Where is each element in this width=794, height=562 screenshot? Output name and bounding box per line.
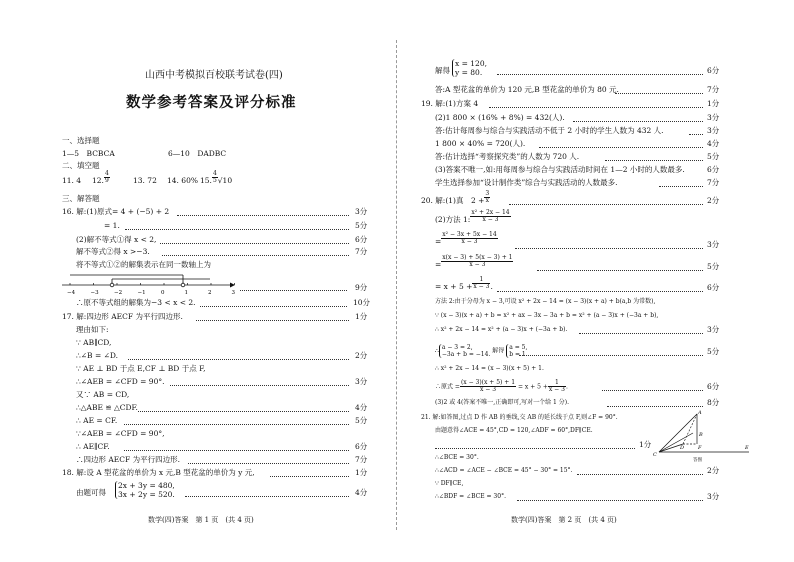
- line-cb: [659, 433, 693, 452]
- number-line-tick-label: −1: [137, 290, 146, 296]
- score-mark: 5分: [355, 221, 368, 230]
- dot-leader: [615, 93, 703, 94]
- fill-answer-12: 12. $\frac{4}{9}$: [92, 169, 109, 185]
- q20-step-2: = $\frac{\text{x² − 3x + 5x − 14}}{x - 3}$: [435, 230, 497, 246]
- number-line-tick-label: −4: [67, 290, 76, 296]
- q21-step-2: 由题意得∠ACE = 45°,CD = 120,∠ADF = 60°,DF∥CE.: [435, 427, 593, 434]
- q19-step-2: (2)1 800 × (16% + 8%) = 432(人).: [435, 113, 565, 122]
- q17-step-5: ∵ AE ⊥ BD 于点 E,CF ⊥ BD 于点 F,: [76, 364, 206, 373]
- score-mark: 7分: [707, 85, 720, 94]
- dot-leader: [124, 450, 349, 451]
- line-ca: [659, 414, 697, 452]
- q20-step-6: ∴ x² + 2x − 14 = x² + (a − 3)x + (−3a + b).: [435, 326, 568, 333]
- dot-leader: [497, 74, 703, 75]
- q19-step-1: 19. 解:(1)方案 4: [421, 99, 479, 108]
- dot-leader: [607, 406, 703, 407]
- q17-step-2: 理由如下:: [76, 325, 109, 334]
- answer-page-2: [397, 0, 794, 562]
- score-mark: 3分: [355, 377, 368, 386]
- dot-leader: [188, 463, 349, 464]
- line-da: [683, 414, 697, 444]
- geometry-answer-figure: [653, 408, 753, 464]
- q19-step-6: (3)答案不唯一,如:用每周参与综合与实践活动时间在 1—2 小时的人数最多.: [435, 165, 685, 174]
- q20-step-5: ∵ (x − 3)(x + a) + b = x² + ax − 3x − 3a + b = x² + (a − 3)x + (−3a + b),: [435, 312, 659, 319]
- dot-leader: [517, 500, 703, 501]
- q17-conclusion: ∴四边形 AECF 为平行四边形.: [76, 455, 180, 464]
- page-title: 数学参考答案及评分标准: [126, 95, 297, 111]
- q20-step-3: = $\frac{x(x - 3) + 5(x - 3) + 1}{x - 3}$: [435, 253, 513, 269]
- dot-leader: [497, 291, 703, 292]
- score-mark: 3分: [707, 240, 720, 249]
- score-mark: 6分: [707, 283, 720, 292]
- dot-leader: [515, 248, 703, 249]
- q21-step-3: ∴∠BCE = 30°.: [435, 454, 479, 461]
- score-mark: 3分: [707, 492, 720, 501]
- dot-leader: [200, 306, 347, 307]
- dot-leader: [489, 107, 703, 108]
- dot-leader: [270, 476, 349, 477]
- q20-coeff-system: ∴ a − 3 = 2, −3a + b = −14. 解得 a = 5, b = 1.: [435, 344, 528, 359]
- score-mark: 2分: [707, 466, 720, 475]
- exam-title: 山西中考模拟百校联考试卷(四): [145, 70, 283, 81]
- fill-answer-13: 13. 72: [133, 176, 157, 185]
- score-mark: 1分: [707, 99, 720, 108]
- dot-leader: [519, 355, 703, 356]
- score-mark: 7分: [707, 178, 720, 187]
- dot-leader: [185, 496, 349, 497]
- dot-leader: [196, 320, 349, 321]
- page-footer: 数学(四)答案 第 1 页 (共 4 页): [148, 516, 254, 524]
- q20-step-7: ∴ x² + 2x − 14 = (x − 3)(x + 5) + 1.: [435, 365, 544, 372]
- dot-leader: [240, 290, 347, 291]
- q16-conclusion: ∴原不等式组的解集为−3 < x < 2.: [76, 298, 196, 307]
- section-heading-fill: 二、填空题: [62, 161, 100, 170]
- dot-leader: [124, 424, 349, 425]
- section-heading-choice: 一、选择题: [62, 136, 100, 145]
- q17-step-1: 17. 解:四边形 AECF 为平行四边形.: [62, 312, 183, 321]
- number-line-tick-label: 0: [161, 290, 165, 296]
- dot-leader: [579, 333, 703, 334]
- score-mark: 4分: [707, 139, 720, 148]
- q21-step-4: ∴∠ACD = ∠ACE − ∠BCE = 45° − 30° = 15°.: [435, 467, 573, 474]
- score-mark: 1分: [639, 440, 652, 449]
- dot-leader: [539, 147, 703, 148]
- score-mark: 5分: [707, 152, 720, 161]
- q20-step-4: = x + 5 + $\frac{1}{x - 3}$ .: [435, 275, 493, 291]
- open-circle-right: [181, 283, 185, 287]
- score-mark: 4分: [355, 403, 368, 412]
- q19-step-4: 1 800 × 40% = 720(人).: [435, 139, 526, 148]
- point-label-d: D: [680, 445, 685, 451]
- q21-step-1: 21. 解:如答图,过点 D 作 AB 的垂线,交 AB 的延长线于点 F,则∠F = 90°.: [421, 414, 618, 421]
- q17-step-7: 又∵ AB = CD,: [76, 390, 130, 399]
- q17-step-8: ∴△ABE ≌ △CDF.: [76, 403, 138, 412]
- open-circle-left: [110, 283, 114, 287]
- q21-step-6: ∴∠BDF = ∠BCE = 30°.: [435, 493, 506, 500]
- score-mark: 6分: [707, 165, 720, 174]
- page-footer: 数学(四)答案 第 2 页 (共 4 页): [511, 516, 617, 524]
- score-mark: 1分: [355, 312, 368, 321]
- q18-step-1: 18. 解:设 A 型花盆的单价为 x 元,B 型花盆的单价为 y 元,: [62, 468, 255, 477]
- score-mark: 3分: [707, 113, 720, 122]
- q21-step-5: ∵ DF∥CE,: [435, 480, 464, 487]
- q20-step-1: 20. 解:(1)真 2 + $\frac{3}{x}$: [421, 189, 490, 205]
- q16-step-4: 解不等式②得 x >−3.: [76, 247, 150, 256]
- dot-leader: [170, 385, 349, 386]
- score-mark: 3分: [707, 126, 720, 135]
- mc-answers-1: 1—5 BCBCA: [62, 149, 115, 158]
- dot-leader: [162, 255, 349, 256]
- score-mark: 5分: [355, 416, 368, 425]
- q16-step-3: (2)解不等式①得 x < 2,: [76, 235, 157, 244]
- mc-answers-2: 6—10 DADBC: [168, 149, 227, 158]
- score-mark: 7分: [355, 247, 368, 256]
- q20-part-3: (3)2 或 4(答案不唯一,正确即可,写对一个给 1 分).: [435, 399, 569, 406]
- score-mark: 3分: [707, 325, 720, 334]
- number-line-tick-label: 3: [231, 290, 235, 296]
- q17-step-3: ∵ AB∥CD,: [76, 338, 112, 347]
- q18-equation-system: 2x + 3y = 480, 3x + 2y = 520.: [115, 481, 175, 499]
- dot-leader: [605, 160, 703, 161]
- q17-step-6: ∴∠AEB = ∠CFD = 90°.: [76, 377, 165, 386]
- q17-step-4: ∴∠B = ∠D.: [76, 351, 119, 360]
- score-mark: 5分: [707, 262, 720, 271]
- dot-leader: [537, 270, 703, 271]
- q19-step-7: 学生选择参加“设计制作类”综合与实践活动的人数最多.: [435, 178, 618, 187]
- q17-step-11: ∴ AE∥CF.: [76, 442, 110, 451]
- q18-equation-label: 由题可得: [76, 488, 106, 497]
- dot-leader: [177, 215, 349, 216]
- q19-step-3: 答:估计每周参与综合与实践活动不低于 2 小时的学生人数为 432 人.: [435, 126, 664, 135]
- figure-caption: 答图: [693, 458, 702, 463]
- point-label-e: E: [745, 445, 749, 451]
- dot-leader: [689, 134, 703, 135]
- q16-step-2: = 1.: [104, 221, 120, 230]
- score-mark: 2分: [707, 196, 720, 205]
- point-label-f: F: [698, 445, 702, 451]
- dot-leader: [128, 359, 349, 360]
- score-mark: 7分: [355, 455, 368, 464]
- score-mark: 6分: [707, 382, 720, 391]
- dot-leader: [125, 229, 349, 230]
- score-mark: 6分: [707, 66, 720, 75]
- q18-solution-label: 解得: [435, 66, 450, 75]
- score-mark: 10分: [353, 298, 371, 307]
- q18-answer: 答:A 型花盆的单价为 120 元,B 型花盆的单价为 80 元.: [435, 85, 619, 94]
- dot-leader: [435, 448, 635, 449]
- q17-step-10: ∵∠AEB = ∠CFD = 90°,: [76, 429, 165, 438]
- dot-leader: [602, 390, 703, 391]
- score-mark: 1分: [355, 468, 368, 477]
- score-mark: 5分: [707, 347, 720, 356]
- section-heading-solve: 三、解答题: [62, 194, 100, 203]
- dot-leader: [573, 121, 703, 122]
- point-label-b: B: [699, 432, 703, 438]
- score-mark: 8分: [707, 398, 720, 407]
- dot-leader: [659, 186, 703, 187]
- number-line-tick-label: −2: [114, 290, 123, 296]
- number-line-tick-label: 2: [208, 290, 212, 296]
- score-mark: 6分: [355, 442, 368, 451]
- fill-answer-11: 11. 4: [62, 176, 82, 185]
- score-mark: 3分: [355, 207, 368, 216]
- number-line-tick-label: −3: [90, 290, 99, 296]
- score-mark: 9分: [355, 283, 368, 292]
- fill-answer-14: 14. 60%: [167, 176, 198, 185]
- q16-step-5: 将不等式①②的解集表示在同一数轴上为: [76, 260, 211, 269]
- score-mark: 4分: [355, 488, 368, 497]
- number-line-tick-label: 1: [184, 290, 188, 296]
- dot-leader: [509, 204, 703, 205]
- q17-step-9: ∴ AE = CF.: [76, 416, 118, 425]
- q20-method-1: (2)方法 1: $\frac{\text{x² + 2x − 14}}{x - 3}$: [435, 208, 510, 224]
- dot-leader: [138, 411, 349, 412]
- fill-answer-15: 15. $\frac{4}{5}$ √10: [200, 169, 233, 185]
- q20-step-8: ∴原式 = $\frac{(x - 3)(x + 5) + 1}{x - 3}$ = x + 5 + $\frac{1}{x - 3}$ .: [435, 379, 568, 394]
- point-label-c: C: [653, 452, 657, 458]
- dot-leader: [577, 474, 703, 475]
- q18-solution-system: x = 120, y = 80.: [452, 59, 487, 77]
- score-mark: 2分: [355, 351, 368, 360]
- q19-step-5: 答:估计选择“考察探究类”的人数为 720 人.: [435, 152, 580, 161]
- score-mark: 6分: [355, 235, 368, 244]
- q16-step-1: 16. 解:(1)原式= 4 + (−5) + 2: [62, 207, 170, 216]
- dot-leader: [160, 243, 349, 244]
- number-line-diagram: [60, 271, 260, 297]
- point-label-a: A: [698, 410, 702, 416]
- q20-method-2: 方法 2:由于分母为 x − 3,可设 x² + 2x − 14 = (x − 3)(x + a) + b(a,b 为常数),: [435, 298, 656, 305]
